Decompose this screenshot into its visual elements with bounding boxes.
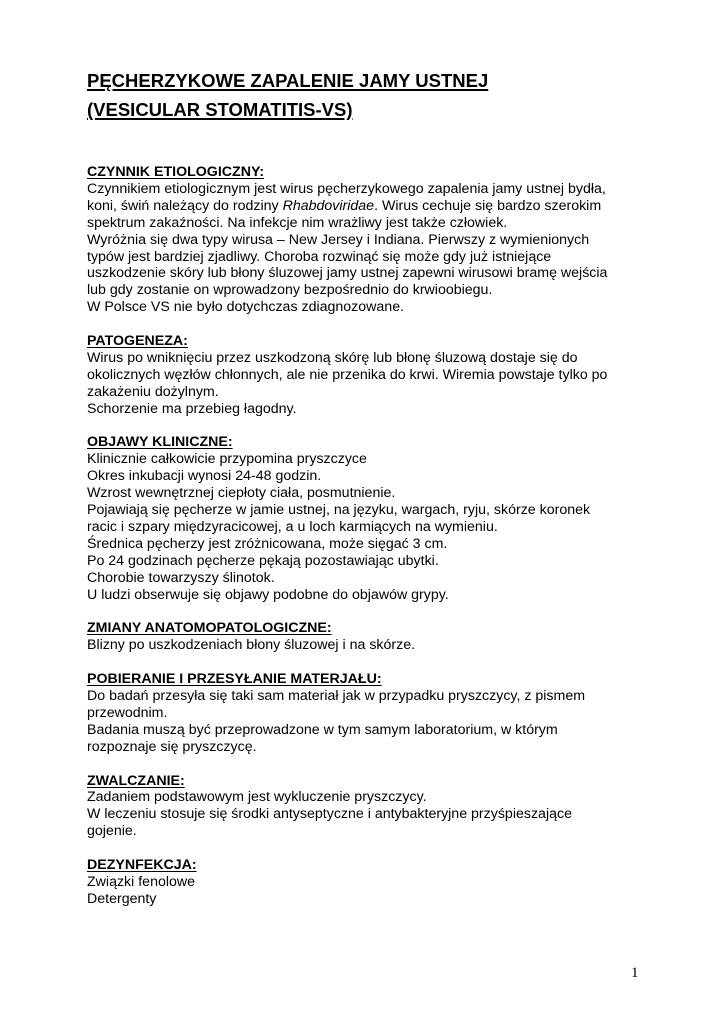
section-clinical-signs [87,434,647,603]
paragraph-line: Wzrost wewnętrznej ciepłoty ciała, posmutnienie. [87,485,396,502]
paragraph-line: okolicznych węzłów chłonnych, ale nie przenika do krwi. Wiremia powstaje tylko po [87,366,608,383]
paragraph-line: typów jest bardziej zjadliwy. Choroba rozwinąć się może gdy już istniejące [87,248,552,265]
section-heading: ZMIANY ANATOMOPATOLOGICZNE: [87,620,332,637]
paragraph-line: uszkodzenie skóry lub błony śluzowej jamy ustnej zapewni wirusowi bramę wejścia [87,265,608,282]
section-control [87,773,647,841]
paragraph-line: Wirus po wniknięciu przez uszkodzoną skórę lub błonę śluzową dostaje się do [87,349,578,366]
paragraph-line: Badania muszą być przeprowadzone w tym samym laboratorium, w którym [87,721,558,738]
paragraph-line: gojenie. [87,823,137,840]
section-anatomopathology [87,620,647,654]
section-sampling [87,671,647,756]
paragraph-line: Klinicznie całkowicie przypomina pryszczyce [87,451,367,468]
paragraph-line: Czynnikiem etiologicznym jest wirus pęcherzykowego zapalenia jamy ustnej bydła, [87,180,606,197]
paragraph-line: Zadaniem podstawowym jest wykluczenie pryszczycy. [87,789,427,806]
paragraph-line: Po 24 godzinach pęcherze pękają pozostawiając ubytki. [87,552,439,569]
paragraph-line: Związki fenolowe [87,873,196,890]
paragraph-line: Blizny po uszkodzeniach błony śluzowej i na skórze. [87,637,416,654]
section-heading: DEZYNFEKCJA: [87,857,197,874]
italic-taxon: Rhabdoviridae [282,197,375,214]
section-heading: ZWALCZANIE: [87,772,185,789]
text-run: koni, świń należący do rodziny [87,197,283,214]
paragraph-line: Wyróżnia się dwa typy wirusa – New Jersey i Indiana. Pierwszy z wymienionych [87,231,590,248]
section-heading: PATOGENEZA: [87,333,188,350]
paragraph-line: Chorobie towarzyszy ślinotok. [87,569,275,586]
paragraph-line: Średnica pęcherzy jest zróżnicowana, może sięgać 3 cm. [87,535,448,552]
paragraph-line: rozpoznaje się pryszczycę. [87,738,257,755]
paragraph-line [87,198,647,215]
paragraph-line: U ludzi obserwuje się objawy podobne do objawów grypy. [87,586,449,603]
paragraph-line: racic i szpary międzyracicowej, a u loch karmiących na wymieniu. [87,519,498,535]
page-number: 1 [631,965,639,981]
section-pathogenesis [87,333,647,418]
paragraph-line: Do badań przesyła się taki sam materiał jak w przypadku pryszczycy, z pismem [87,688,586,705]
section-disinfection [87,857,647,908]
paragraph-line: zakażeniu dożylnym. [87,383,219,400]
paragraph-line: przewodnim. [87,704,168,721]
paragraph-line: Okres inkubacji wynosi 24-48 godzin. [87,468,322,485]
section-heading: CZYNNIK ETIOLOGICZNY: [87,164,265,180]
document-body [87,164,647,925]
section-heading: OBJAWY KLINICZNE: [87,434,233,451]
text-run: . Wirus cechuje się bardzo szerokim [374,197,602,214]
paragraph-line: lub gdy zostanie on wprowadzony bezpośrednio do krwioobiegu. [87,282,493,299]
paragraph-line: W leczeniu stosuje się środki antyseptyczne i antybakteryjne przyśpieszające [87,806,572,823]
paragraph-line: spektrum zakaźności. Na infekcje nim wrażliwy jest także człowiek. [87,214,508,231]
section-etiology [87,164,647,316]
paragraph-line: W Polsce VS nie było dotychczas zdiagnozowane. [87,299,405,316]
title-line-1: PĘCHERZYKOWE ZAPALENIE JAMY USTNEJ [87,70,489,91]
title-line-2: (VESICULAR STOMATITIS-VS) [87,99,353,120]
section-heading: POBIERANIE I PRZESYŁANIE MATERJAŁU: [87,671,382,688]
paragraph-line: Schorzenie ma przebieg łagodny. [87,400,297,417]
paragraph-line: Detergenty [87,890,157,907]
document-title [87,66,647,124]
paragraph-line: Pojawiają się pęcherze w jamie ustnej, na języku, wargach, ryju, skórze koronek [87,502,591,519]
